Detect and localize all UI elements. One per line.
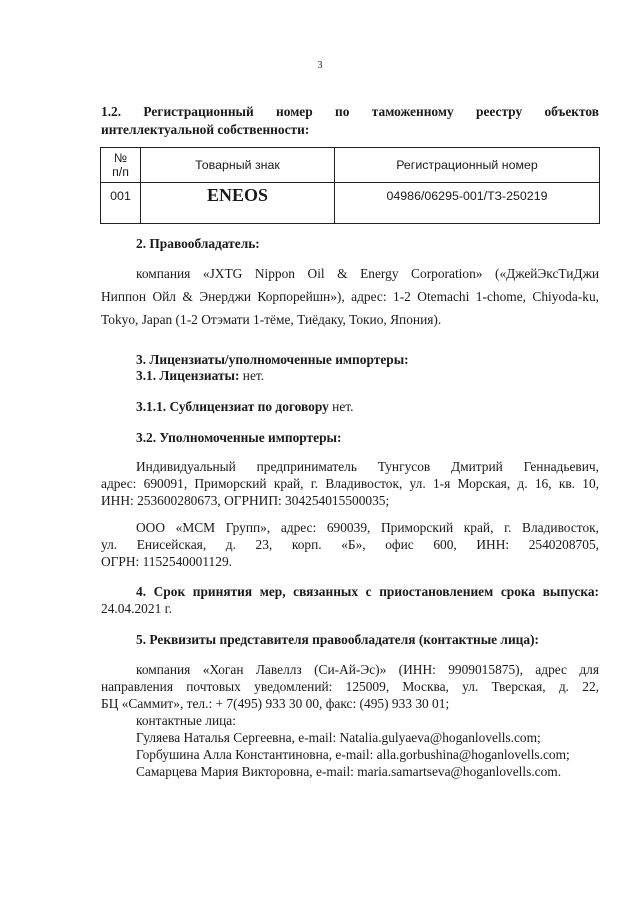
trademark-table [100, 147, 600, 224]
contact-person: Горбушина Алла Константиновна, e-mail: alla.gorbushina@hoganlovells.com; [136, 747, 570, 762]
section-1-2-heading-line2: интеллектуальной собственности: [101, 122, 310, 137]
importer-2-line1: ООО «МСМ Групп», адрес: 690039, Приморский край, г. Владивосток, [136, 520, 599, 535]
section-3-1-1-value: нет. [328, 399, 354, 414]
contact-person: Гуляева Наталья Сергеевна, e-mail: Natalia.gulyaeva@hoganlovells.com; [136, 730, 541, 745]
section-2-heading: 2. Правообладатель: [136, 236, 260, 251]
importer-1-line2: адрес: 690091, Приморский край, г. Владивосток, ул. 1-я Морская, д. 16, кв. 10, [101, 476, 599, 491]
section-2-body [101, 262, 599, 331]
importer-1-line3: ИНН: 253600280673, ОГРНИП: 304254015500035; [101, 493, 390, 508]
section-1-2-heading [101, 103, 599, 139]
table-row [101, 183, 600, 224]
header-number-symbol: № [113, 151, 128, 165]
contact-person: Самарцева Мария Викторовна, e-mail: maria.samartseva@hoganlovells.com. [136, 764, 562, 779]
section-4 [101, 583, 599, 617]
section-5-line2: направления почтовых уведомлений: 125009, Москва, ул. Тверская, д. 22, [101, 679, 599, 694]
importer-2 [101, 519, 599, 570]
section-3-1-line [136, 367, 634, 384]
header-number-abbrev: п/п [112, 165, 129, 179]
section-3-1-value: нет. [239, 368, 265, 383]
row-trademark-cell: ENEOS [141, 183, 335, 224]
section-3-1-label: 3.1. Лицензиаты: [136, 368, 240, 383]
section-5-heading: 5. Реквизиты представителя правообладателя (контактные лица): [136, 632, 539, 647]
row-number-cell: 001 [101, 183, 141, 224]
header-number-cell [101, 148, 141, 183]
section-5-line3: БЦ «Саммит», тел.: + 7(495) 933 30 00, факс: (495) 933 30 01; [101, 696, 450, 711]
section-5-body [101, 661, 599, 780]
importer-1 [101, 458, 599, 509]
row-registration-cell: 04986/06295-001/ТЗ-250219 [335, 183, 600, 224]
section-5-line1: компания «Хоган Лавеллз (Си-Ай-Эс)» (ИНН: 9909015875), адрес для [136, 662, 599, 677]
importer-2-line3: ОГРН: 1152540001129. [101, 554, 232, 569]
section-3-1-1-line [136, 398, 634, 415]
section-2-line2: Ниппон Ойл & Энерджи Корпорейшн»), адрес: 1-2 Otemachi 1-chome, Chiyoda-ku, [101, 289, 599, 304]
section-1-2-heading-line1: 1.2. Регистрационный номер по таможенному реестру объектов [101, 104, 599, 119]
section-4-date: 24.04.2021 г. [101, 601, 172, 616]
header-trademark-cell: Товарный знак [141, 148, 335, 183]
section-5-line4: контактные лица: [136, 713, 236, 728]
section-3-heading: 3. Лицензиаты/уполномоченные импортеры: [136, 352, 409, 367]
section-3-2-heading: 3.2. Уполномоченные импортеры: [136, 430, 342, 445]
table-header-row [101, 148, 600, 183]
importer-2-line2: ул. Енисейская, д. 23, корп. «Б», офис 600, ИНН: 2540208705, [101, 537, 599, 552]
page-number: 3 [317, 60, 323, 71]
header-registration-cell: Регистрационный номер [335, 148, 600, 183]
section-2-line1: компания «JXTG Nippon Oil & Energy Corporation» («ДжейЭксТиДжи [136, 266, 599, 281]
importer-1-line1: Индивидуальный предприниматель Тунгусов Дмитрий Геннадьевич, [136, 459, 599, 474]
section-3-1-1-label: 3.1.1. Сублицензиат по договору [136, 399, 329, 414]
section-2-line3: Tokyo, Japan (1-2 Отэмати 1-тёме, Тиёдаку, Токио, Япония). [101, 312, 442, 327]
section-4-heading: 4. Срок принятия мер, связанных с приостановлением срока выпуска: [136, 584, 599, 599]
